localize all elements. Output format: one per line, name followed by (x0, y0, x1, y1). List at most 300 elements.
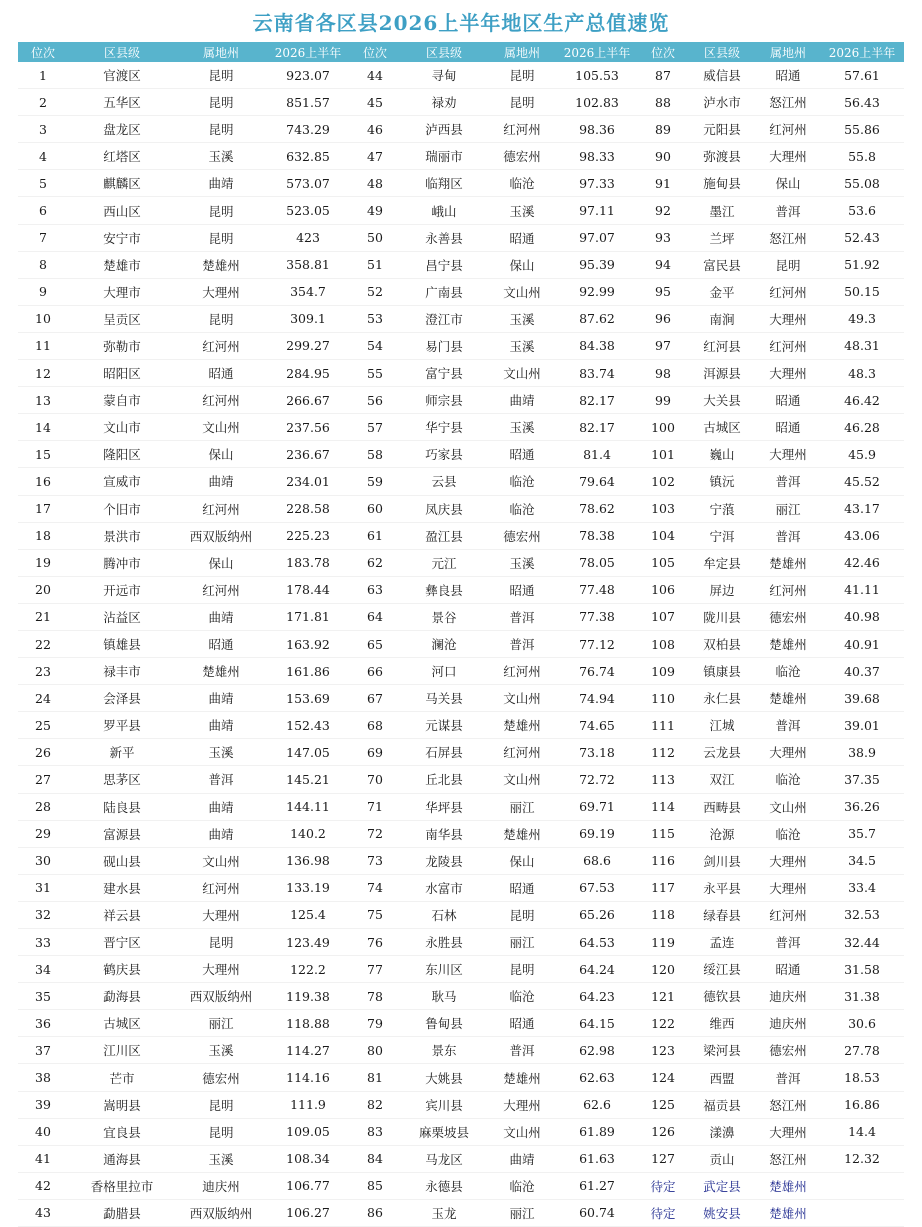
rank-cell: 46 (350, 116, 400, 143)
county-cell: 香格里拉市 (68, 1172, 176, 1199)
county-cell: 鹤庆县 (68, 956, 176, 983)
gdp-cell: 83.74 (556, 360, 638, 387)
county-cell: 屏边 (688, 576, 756, 603)
gdp-cell: 72.72 (556, 766, 638, 793)
gdp-cell: 136.98 (266, 847, 350, 874)
table-row (18, 685, 904, 712)
county-cell: 五华区 (68, 89, 176, 116)
table-row (18, 278, 904, 305)
gdp-ranking-table (18, 42, 904, 1227)
rank-cell: 75 (350, 901, 400, 928)
county-cell: 元阳县 (688, 116, 756, 143)
gdp-cell: 52.43 (820, 224, 904, 251)
rank-cell: 114 (638, 793, 688, 820)
prefecture-cell: 普洱 (176, 766, 266, 793)
gdp-cell: 27.78 (820, 1037, 904, 1064)
county-cell: 陇川县 (688, 603, 756, 630)
table-row (18, 387, 904, 414)
gdp-cell: 68.6 (556, 847, 638, 874)
county-header: 区县级 (68, 42, 176, 62)
rank-cell: 98 (638, 360, 688, 387)
county-cell: 陆良县 (68, 793, 176, 820)
county-cell: 元谋县 (400, 712, 488, 739)
rank-cell: 80 (350, 1037, 400, 1064)
county-cell: 临翔区 (400, 170, 488, 197)
prefecture-cell: 大理州 (756, 739, 820, 766)
county-cell: 石屏县 (400, 739, 488, 766)
table-row (18, 170, 904, 197)
rank-cell: 97 (638, 332, 688, 359)
prefecture-cell: 临沧 (488, 1172, 556, 1199)
table-row (18, 576, 904, 603)
table-row (18, 441, 904, 468)
county-header: 区县级 (400, 42, 488, 62)
rank-cell: 32 (18, 901, 68, 928)
gdp-cell: 60.74 (556, 1199, 638, 1226)
rank-cell: 1 (18, 62, 68, 89)
county-cell: 西山区 (68, 197, 176, 224)
rank-cell: 83 (350, 1118, 400, 1145)
prefecture-cell: 红河州 (176, 495, 266, 522)
gdp-cell: 14.4 (820, 1118, 904, 1145)
rank-cell: 31 (18, 874, 68, 901)
county-header: 区县级 (688, 42, 756, 62)
gdp-cell: 74.65 (556, 712, 638, 739)
prefecture-cell: 大理州 (756, 1118, 820, 1145)
gdp-cell: 48.31 (820, 332, 904, 359)
county-cell: 罗平县 (68, 712, 176, 739)
table-row (18, 305, 904, 332)
rank-cell: 待定 (638, 1172, 688, 1199)
county-cell: 泸水市 (688, 89, 756, 116)
gdp-cell: 61.63 (556, 1145, 638, 1172)
prefecture-cell: 红河州 (176, 576, 266, 603)
gdp-cell: 40.37 (820, 658, 904, 685)
gdp-cell: 69.19 (556, 820, 638, 847)
prefecture-cell: 红河州 (756, 278, 820, 305)
prefecture-cell: 大理州 (756, 305, 820, 332)
gdp-cell (820, 1199, 904, 1226)
county-cell: 东川区 (400, 956, 488, 983)
rank-cell: 110 (638, 685, 688, 712)
prefecture-cell: 昆明 (176, 116, 266, 143)
rank-cell: 43 (18, 1199, 68, 1226)
rank-cell: 11 (18, 332, 68, 359)
prefecture-cell: 红河州 (488, 658, 556, 685)
gdp-cell: 97.11 (556, 197, 638, 224)
county-cell: 华宁县 (400, 414, 488, 441)
gdp-cell: 62.6 (556, 1091, 638, 1118)
rank-cell: 121 (638, 983, 688, 1010)
prefecture-cell: 红河州 (756, 116, 820, 143)
rank-cell: 99 (638, 387, 688, 414)
gdp-cell: 62.63 (556, 1064, 638, 1091)
prefecture-cell: 普洱 (488, 1037, 556, 1064)
prefecture-cell: 普洱 (756, 1064, 820, 1091)
prefecture-cell: 昆明 (176, 1118, 266, 1145)
gdp-cell: 31.38 (820, 983, 904, 1010)
rank-cell: 116 (638, 847, 688, 874)
rank-cell: 33 (18, 929, 68, 956)
gdp-cell: 87.62 (556, 305, 638, 332)
gdp-cell: 97.33 (556, 170, 638, 197)
prefecture-cell: 曲靖 (176, 712, 266, 739)
prefecture-cell: 楚雄州 (756, 549, 820, 576)
county-cell: 镇康县 (688, 658, 756, 685)
county-cell: 丘北县 (400, 766, 488, 793)
county-cell: 福贡县 (688, 1091, 756, 1118)
county-cell: 禄丰市 (68, 658, 176, 685)
prefecture-cell: 怒江州 (756, 1145, 820, 1172)
county-cell: 剑川县 (688, 847, 756, 874)
prefecture-cell: 保山 (176, 441, 266, 468)
prefecture-cell: 楚雄州 (176, 658, 266, 685)
prefecture-cell: 楚雄州 (488, 820, 556, 847)
rank-cell: 69 (350, 739, 400, 766)
prefecture-cell: 玉溪 (488, 414, 556, 441)
county-cell: 盘龙区 (68, 116, 176, 143)
county-cell: 西盟 (688, 1064, 756, 1091)
gdp-cell: 34.5 (820, 847, 904, 874)
gdp-cell: 69.71 (556, 793, 638, 820)
prefecture-cell: 玉溪 (176, 739, 266, 766)
rank-cell: 72 (350, 820, 400, 847)
gdp-cell: 225.23 (266, 522, 350, 549)
gdp-cell: 64.24 (556, 956, 638, 983)
gdp-cell: 55.08 (820, 170, 904, 197)
gdp-cell: 82.17 (556, 414, 638, 441)
rank-cell: 88 (638, 89, 688, 116)
county-cell: 麻栗坡县 (400, 1118, 488, 1145)
rank-cell: 6 (18, 197, 68, 224)
rank-cell: 41 (18, 1145, 68, 1172)
prefecture-cell: 普洱 (756, 468, 820, 495)
rank-cell: 113 (638, 766, 688, 793)
county-cell: 芒市 (68, 1064, 176, 1091)
county-cell: 蒙自市 (68, 387, 176, 414)
rank-cell: 85 (350, 1172, 400, 1199)
rank-cell: 111 (638, 712, 688, 739)
county-cell: 洱源县 (688, 360, 756, 387)
prefecture-cell: 红河州 (176, 332, 266, 359)
prefecture-cell: 曲靖 (176, 468, 266, 495)
prefecture-cell: 红河州 (756, 576, 820, 603)
prefecture-cell: 大理州 (756, 847, 820, 874)
prefecture-cell: 大理州 (756, 360, 820, 387)
gdp-cell: 98.33 (556, 143, 638, 170)
county-cell: 禄劝 (400, 89, 488, 116)
county-cell: 宣威市 (68, 468, 176, 495)
gdp-cell: 109.05 (266, 1118, 350, 1145)
prefecture-cell: 玉溪 (176, 143, 266, 170)
table-row (18, 1118, 904, 1145)
county-cell: 宾川县 (400, 1091, 488, 1118)
page-title: 云南省各区县2026上半年地区生产总值速览 (252, 11, 670, 35)
rank-header: 位次 (18, 42, 68, 62)
prefecture-cell: 昭通 (488, 224, 556, 251)
gdp-cell: 122.2 (266, 956, 350, 983)
table-row (18, 901, 904, 928)
county-cell: 红塔区 (68, 143, 176, 170)
rank-cell: 109 (638, 658, 688, 685)
rank-cell: 67 (350, 685, 400, 712)
county-cell: 鲁甸县 (400, 1010, 488, 1037)
prefecture-cell: 昭通 (488, 441, 556, 468)
county-cell: 隆阳区 (68, 441, 176, 468)
county-cell: 峨山 (400, 197, 488, 224)
rank-cell: 13 (18, 387, 68, 414)
prefecture-cell: 怒江州 (756, 1091, 820, 1118)
gdp-cell: 153.69 (266, 685, 350, 712)
rank-cell: 9 (18, 278, 68, 305)
gdp-cell: 77.12 (556, 630, 638, 657)
prefecture-cell: 迪庆州 (756, 983, 820, 1010)
table-row (18, 766, 904, 793)
rank-cell: 115 (638, 820, 688, 847)
rank-cell: 25 (18, 712, 68, 739)
rank-cell: 4 (18, 143, 68, 170)
county-cell: 耿马 (400, 983, 488, 1010)
prefecture-cell: 曲靖 (176, 820, 266, 847)
rank-cell: 50 (350, 224, 400, 251)
rank-cell: 49 (350, 197, 400, 224)
gdp-cell: 105.53 (556, 62, 638, 89)
prefecture-cell: 曲靖 (176, 793, 266, 820)
county-cell: 华坪县 (400, 793, 488, 820)
gdp-cell: 84.38 (556, 332, 638, 359)
rank-cell: 101 (638, 441, 688, 468)
prefecture-cell: 楚雄州 (756, 1199, 820, 1226)
table-row (18, 874, 904, 901)
gdp-cell: 284.95 (266, 360, 350, 387)
gdp-cell: 61.89 (556, 1118, 638, 1145)
county-cell: 腾冲市 (68, 549, 176, 576)
county-cell: 大姚县 (400, 1064, 488, 1091)
gdp-cell (820, 1172, 904, 1199)
county-cell: 孟连 (688, 929, 756, 956)
prefecture-cell: 普洱 (488, 603, 556, 630)
county-cell: 景东 (400, 1037, 488, 1064)
prefecture-cell: 楚雄州 (488, 1064, 556, 1091)
gdp-cell: 171.81 (266, 603, 350, 630)
rank-cell: 70 (350, 766, 400, 793)
rank-header: 位次 (350, 42, 400, 62)
prefecture-cell: 楚雄州 (756, 630, 820, 657)
gdp-cell: 61.27 (556, 1172, 638, 1199)
rank-cell: 37 (18, 1037, 68, 1064)
county-cell: 盈江县 (400, 522, 488, 549)
prefecture-cell: 德宏州 (176, 1064, 266, 1091)
table-row (18, 143, 904, 170)
prefecture-cell: 迪庆州 (756, 1010, 820, 1037)
rank-cell: 84 (350, 1145, 400, 1172)
table-header (18, 42, 904, 62)
rank-cell: 123 (638, 1037, 688, 1064)
county-cell: 南涧 (688, 305, 756, 332)
rank-cell: 54 (350, 332, 400, 359)
rank-cell: 待定 (638, 1199, 688, 1226)
rank-cell: 92 (638, 197, 688, 224)
prefecture-cell: 昆明 (488, 89, 556, 116)
prefecture-cell: 楚雄州 (176, 251, 266, 278)
county-cell: 江川区 (68, 1037, 176, 1064)
table-row (18, 1010, 904, 1037)
gdp-cell: 152.43 (266, 712, 350, 739)
rank-cell: 64 (350, 603, 400, 630)
gdp-cell: 39.68 (820, 685, 904, 712)
county-cell: 双江 (688, 766, 756, 793)
table-row (18, 1091, 904, 1118)
gdp-cell: 16.86 (820, 1091, 904, 1118)
county-cell: 马龙区 (400, 1145, 488, 1172)
gdp-cell: 43.17 (820, 495, 904, 522)
rank-cell: 55 (350, 360, 400, 387)
prefecture-cell: 迪庆州 (176, 1172, 266, 1199)
prefecture-cell: 昆明 (488, 901, 556, 928)
gdp-cell: 82.17 (556, 387, 638, 414)
county-cell: 宁洱 (688, 522, 756, 549)
rank-cell: 42 (18, 1172, 68, 1199)
county-cell: 墨江 (688, 197, 756, 224)
prefecture-cell: 丽江 (176, 1010, 266, 1037)
rank-cell: 100 (638, 414, 688, 441)
rank-cell: 26 (18, 739, 68, 766)
county-cell: 贡山 (688, 1145, 756, 1172)
table-row (18, 1145, 904, 1172)
county-cell: 沧源 (688, 820, 756, 847)
prefecture-cell: 德宏州 (756, 603, 820, 630)
county-cell: 大理市 (68, 278, 176, 305)
gdp-cell: 64.53 (556, 929, 638, 956)
county-cell: 永仁县 (688, 685, 756, 712)
rank-cell: 86 (350, 1199, 400, 1226)
county-cell: 永胜县 (400, 929, 488, 956)
rank-header: 位次 (638, 42, 688, 62)
county-cell: 石林 (400, 901, 488, 928)
prefecture-cell: 红河州 (176, 874, 266, 901)
gdp-cell: 57.61 (820, 62, 904, 89)
county-cell: 澜沧 (400, 630, 488, 657)
rank-cell: 71 (350, 793, 400, 820)
table-row (18, 89, 904, 116)
table-row (18, 820, 904, 847)
county-cell: 马关县 (400, 685, 488, 712)
prefecture-cell: 昭通 (176, 630, 266, 657)
rank-cell: 117 (638, 874, 688, 901)
prefecture-cell: 玉溪 (488, 197, 556, 224)
prefecture-cell: 大理州 (488, 1091, 556, 1118)
rank-cell: 118 (638, 901, 688, 928)
gdp-cell: 41.11 (820, 576, 904, 603)
gdp-cell: 43.06 (820, 522, 904, 549)
table-row (18, 1172, 904, 1199)
prefecture-cell: 昆明 (176, 305, 266, 332)
gdp-cell: 50.15 (820, 278, 904, 305)
gdp-cell: 145.21 (266, 766, 350, 793)
rank-cell: 48 (350, 170, 400, 197)
county-cell: 红河县 (688, 332, 756, 359)
gdp-cell: 178.44 (266, 576, 350, 603)
county-cell: 昭阳区 (68, 360, 176, 387)
prefecture-cell: 昆明 (176, 1091, 266, 1118)
prefecture-cell: 玉溪 (488, 332, 556, 359)
gdp-cell: 30.6 (820, 1010, 904, 1037)
county-cell: 玉龙 (400, 1199, 488, 1226)
gdp-cell: 95.39 (556, 251, 638, 278)
rank-cell: 30 (18, 847, 68, 874)
gdp-cell: 114.16 (266, 1064, 350, 1091)
county-cell: 通海县 (68, 1145, 176, 1172)
county-cell: 祥云县 (68, 901, 176, 928)
county-cell: 个旧市 (68, 495, 176, 522)
prefecture-cell: 普洱 (756, 712, 820, 739)
gdp-cell: 39.01 (820, 712, 904, 739)
table-row (18, 251, 904, 278)
gdp-header: 2026上半年 (556, 42, 638, 62)
county-cell: 澄江市 (400, 305, 488, 332)
gdp-cell: 851.57 (266, 89, 350, 116)
gdp-cell: 62.98 (556, 1037, 638, 1064)
county-cell: 德钦县 (688, 983, 756, 1010)
rank-cell: 2 (18, 89, 68, 116)
prefecture-cell: 昭通 (756, 387, 820, 414)
gdp-cell: 33.4 (820, 874, 904, 901)
table-row (18, 116, 904, 143)
gdp-cell: 299.27 (266, 332, 350, 359)
table-row (18, 929, 904, 956)
gdp-cell: 77.48 (556, 576, 638, 603)
county-cell: 弥勒市 (68, 332, 176, 359)
gdp-cell: 32.44 (820, 929, 904, 956)
prefecture-cell: 丽江 (488, 793, 556, 820)
rank-cell: 7 (18, 224, 68, 251)
county-cell: 永德县 (400, 1172, 488, 1199)
prefecture-cell: 西双版纳州 (176, 1199, 266, 1226)
rank-cell: 21 (18, 603, 68, 630)
rank-cell: 23 (18, 658, 68, 685)
county-cell: 官渡区 (68, 62, 176, 89)
rank-cell: 78 (350, 983, 400, 1010)
gdp-cell: 125.4 (266, 901, 350, 928)
county-cell: 易门县 (400, 332, 488, 359)
rank-cell: 103 (638, 495, 688, 522)
prefecture-cell: 昆明 (176, 89, 266, 116)
prefecture-cell: 保山 (488, 847, 556, 874)
prefecture-cell: 昭通 (488, 1010, 556, 1037)
county-cell: 勐腊县 (68, 1199, 176, 1226)
prefecture-cell: 普洱 (756, 522, 820, 549)
rank-cell: 27 (18, 766, 68, 793)
gdp-cell: 237.56 (266, 414, 350, 441)
county-cell: 弥渡县 (688, 143, 756, 170)
prefecture-cell: 楚雄州 (756, 1172, 820, 1199)
county-cell: 安宁市 (68, 224, 176, 251)
rank-cell: 59 (350, 468, 400, 495)
county-cell: 楚雄市 (68, 251, 176, 278)
county-cell: 思茅区 (68, 766, 176, 793)
rank-cell: 3 (18, 116, 68, 143)
table-body (18, 62, 904, 1227)
rank-cell: 124 (638, 1064, 688, 1091)
rank-cell: 77 (350, 956, 400, 983)
prefecture-cell: 曲靖 (176, 170, 266, 197)
rank-cell: 104 (638, 522, 688, 549)
prefecture-cell: 文山州 (176, 847, 266, 874)
gdp-cell: 309.1 (266, 305, 350, 332)
gdp-cell: 106.77 (266, 1172, 350, 1199)
prefecture-cell: 玉溪 (176, 1037, 266, 1064)
gdp-cell: 64.15 (556, 1010, 638, 1037)
